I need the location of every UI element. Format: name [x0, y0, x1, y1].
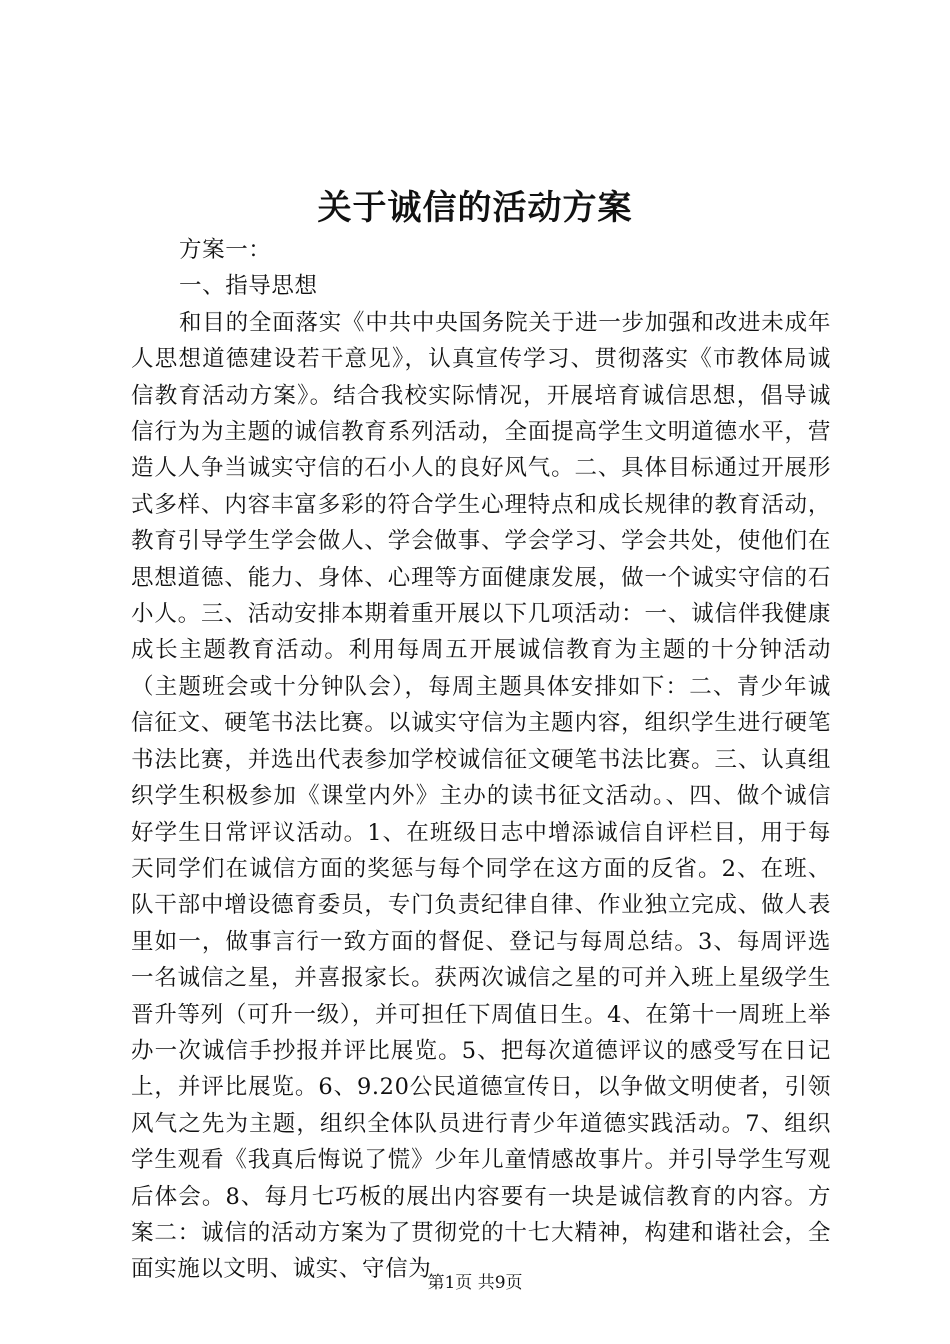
paragraph-scheme-one: 方案一：: [179, 237, 272, 263]
paragraph-main-text: 和目的全面落实《中共中央国务院关于进一步加强和改进未成年人思想道德建设若干意见》，认真宣传学习、贯彻落实《市教体局诚信教育活动方案》。结合我校实际情况，开展培育诚信思想，倡导诚信行为为主题的诚信教育系列活动，全面提高学生文明道德水平，营造人人争当诚实守信的石小人的良好风气。二、具体目标通过开展形式多样、内容丰富多彩的符合学生心理特点和成长规律的教育活动，教育引导学生学会做人、学会做事、学会学习、学会共处，使他们在思想道德、能力、身体、心理等方面健康发展，做一个诚实守信的石小人。三、活动安排本期着重开展以下几项活动：一、诚信伴我健康成长主题教育活动。利用每周五开展诚信教育为主题的十分钟活动（主题班会或十分钟队会），每周主题具体安排如下：二、青少年诚信征文、硬笔书法比赛。以诚实守信为主题内容，组织学生进行硬笔书法比赛，并选出代表参加学校诚信征文硬笔书法比赛。三、认真组织学生积极参加《课堂内外》主办的读书征文活动。、四、做个诚信好学生日常评议活动。1、在班级日志中增添诚信自评栏目，用于每天同学们在诚信方面的奖惩与每个同学在这方面的反省。2、在班、队干部中增设德育委员，专门负责纪律自律、作业独立完成、做人表里如一，做事言行一致方面的督促、登记与每周总结。3、每周评选一名诚信之星，并喜报家长。获两次诚信之星的可并入班上星级学生晋升等列（可升一级），并可担任下周值日生。4、在第十一周班上举办一次诚信手抄报并评比展览。5、把每次道德评议的感受写在日记上，并评比展览。6、9.20公民道德宣传日，以争做文明使者，引领风气之先为主题，组织全体队员进行青少年道德实践活动。7、组织学生观看《我真后悔说了慌》少年儿童情感故事片。并引导学生写观后体会。8、每月七巧板的展出内容要有一块是诚信教育的内容。方案二：诚信的活动方案为了贯彻党的十七大精神，构建和谐社会，全面实施以文明、诚实、守信为: [131, 309, 831, 1283]
document-title: 关于诚信的活动方案: [317, 188, 633, 228]
paragraph-guiding-thought: 一、指导思想: [179, 273, 318, 300]
document-body: [131, 232, 831, 1288]
page-footer: 第1页 共9页: [427, 1273, 523, 1293]
